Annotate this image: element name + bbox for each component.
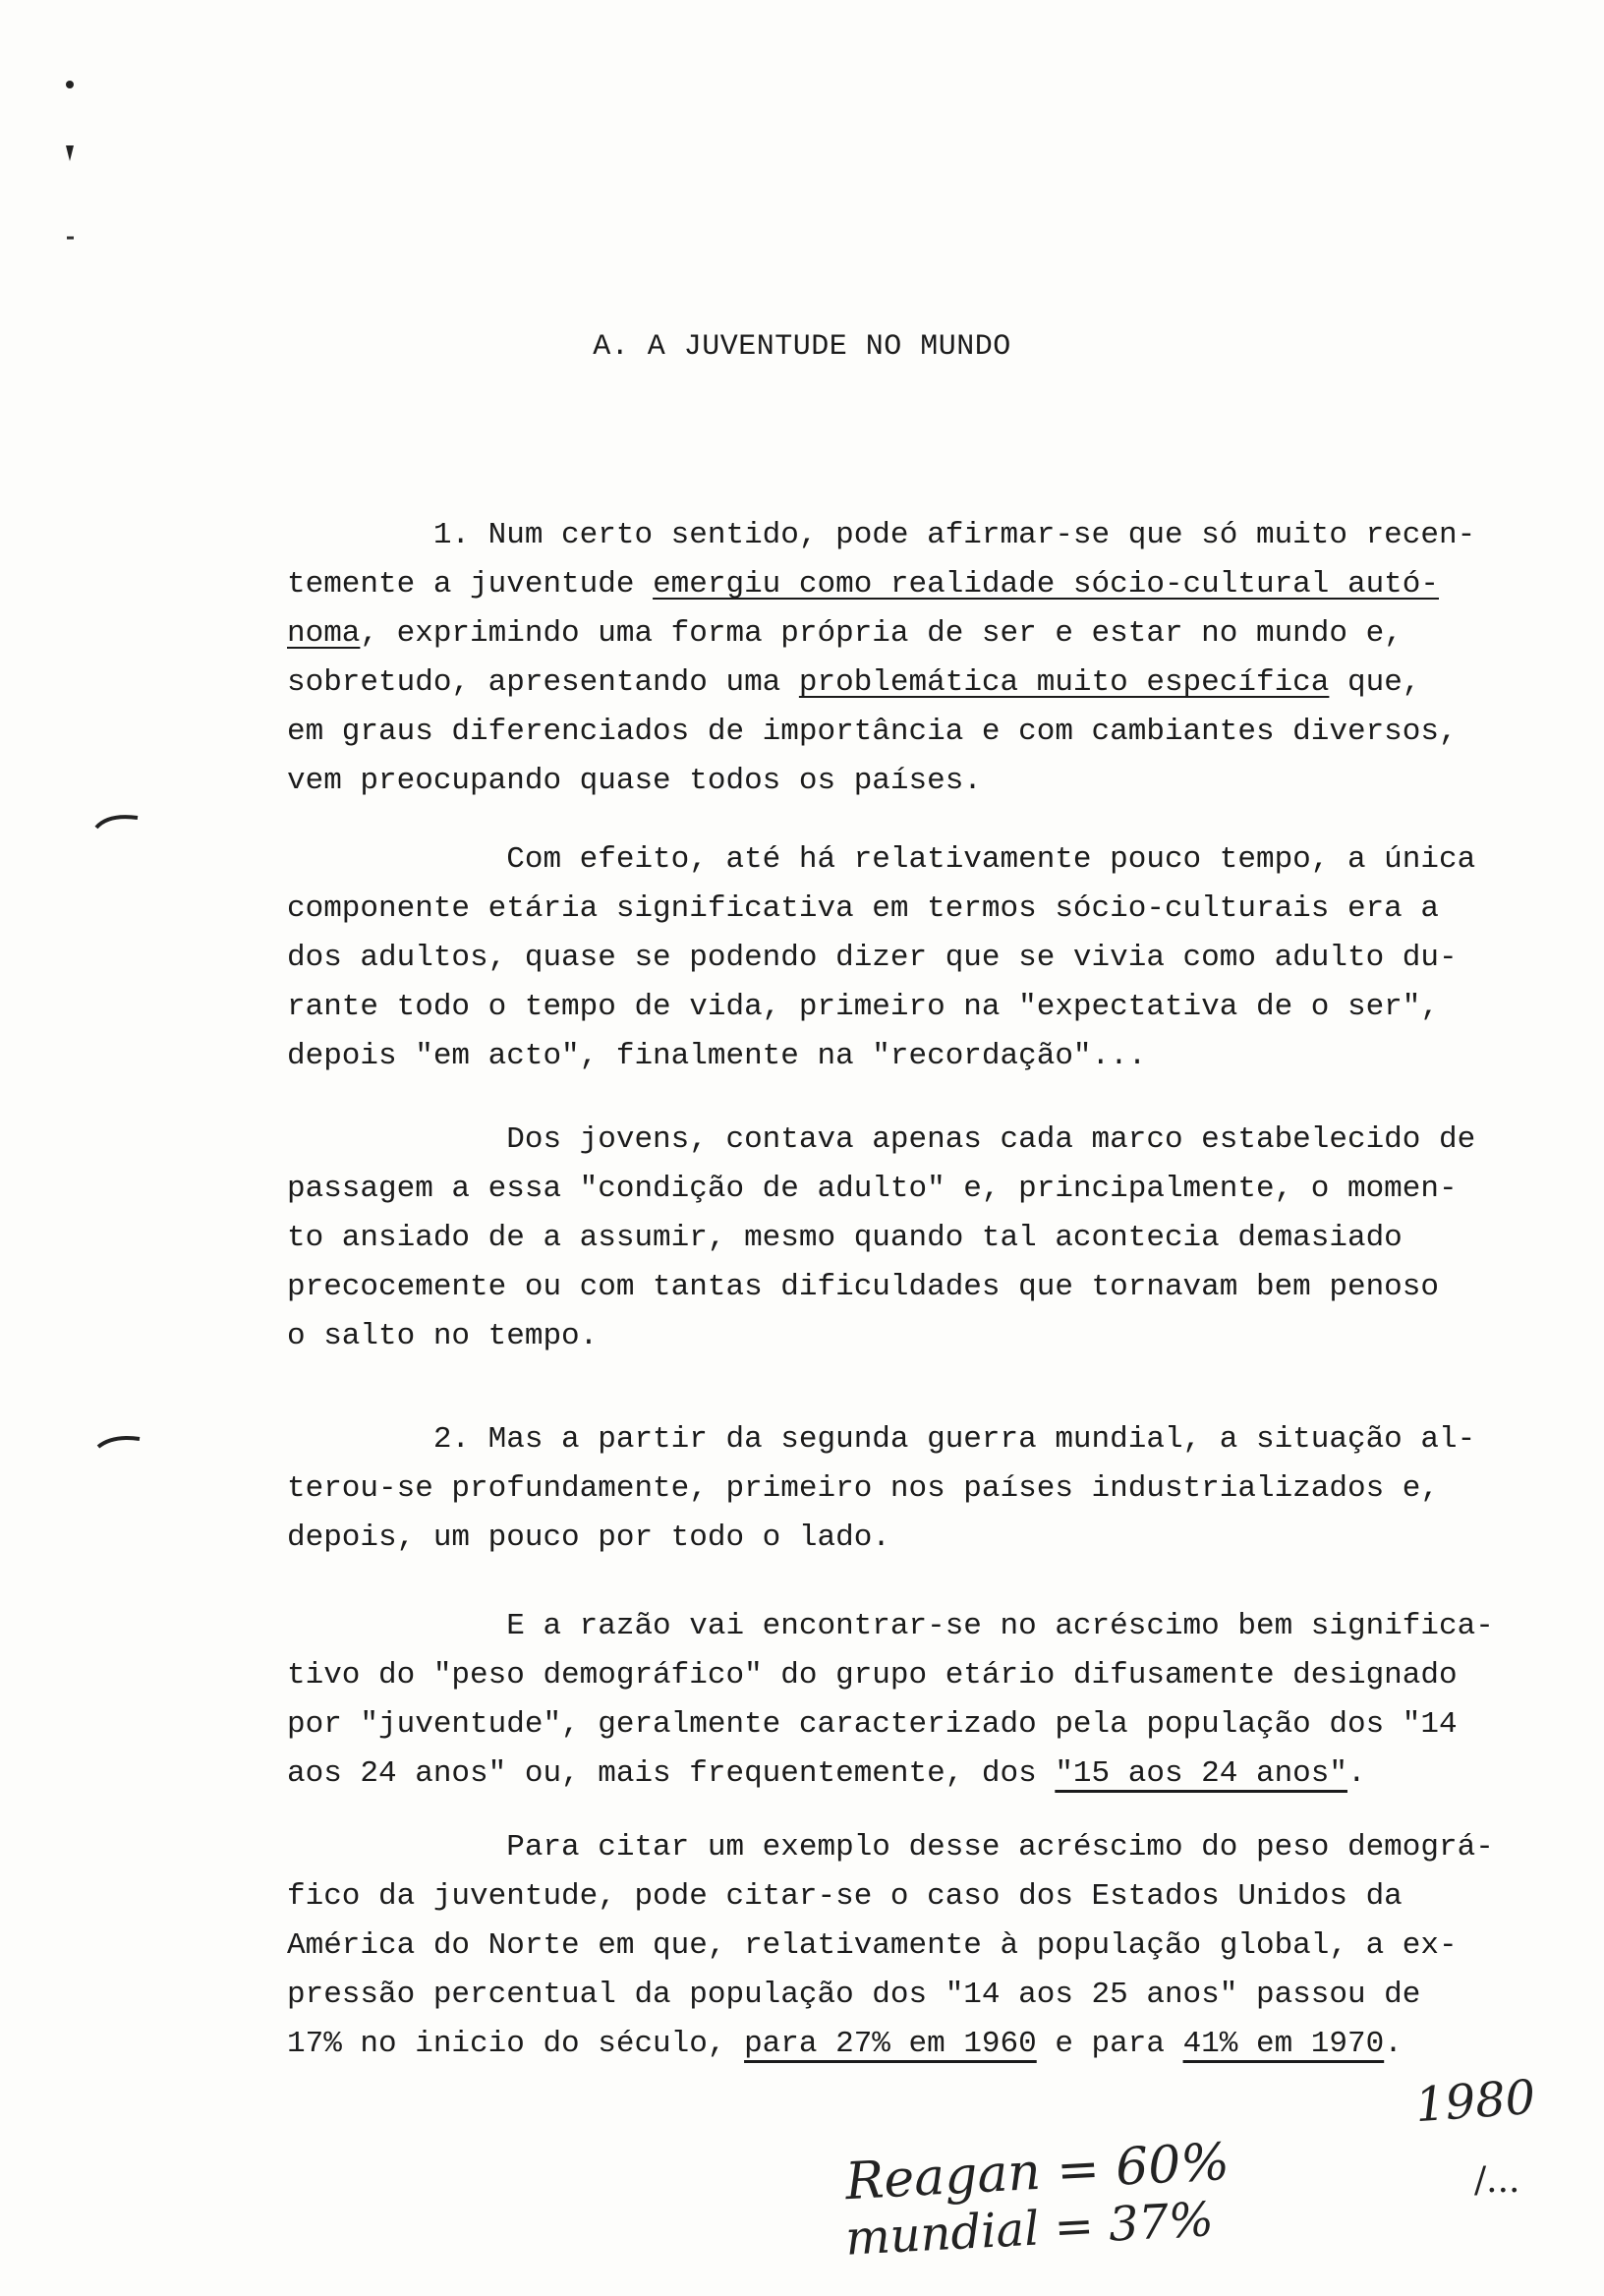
handwritten-note-line-2: mundial = 37%	[843, 2192, 1216, 2267]
handwritten-note-line-1: Reagan = 60%	[843, 2132, 1232, 2212]
paragraph	[287, 1415, 1555, 1563]
text-segment: dos adultos, quase se podendo dizer que se vivia como adulto du-	[287, 941, 1458, 975]
text-line	[287, 511, 1555, 560]
text-segment: precocemente ou com tantas dificuldades que tornavam bem penoso	[287, 1270, 1439, 1304]
text-segment: fico da juventude, pode citar-se o caso dos Estados Unidos da	[287, 1879, 1403, 1914]
text-line	[287, 1263, 1555, 1312]
text-segment: Com efeito, até há relativamente pouco tempo, a única	[287, 842, 1476, 877]
paragraph	[287, 1116, 1555, 1361]
text-segment: rante todo o tempo de vida, primeiro na "expectativa de o ser",	[287, 990, 1439, 1024]
text-segment: .	[1346, 1756, 1366, 1791]
paragraph	[287, 835, 1555, 1081]
text-segment: to ansiado de a assumir, mesmo quando tal acontecia demasiado	[287, 1221, 1403, 1255]
text-line	[287, 835, 1555, 885]
text-segment: Dos jovens, contava apenas cada marco estabelecido de	[287, 1122, 1476, 1157]
text-line	[287, 2020, 1555, 2069]
text-segment: E a razão vai encontrar-se no acréscimo bem significa-	[287, 1609, 1494, 1643]
underlined-text: noma	[287, 616, 361, 651]
hole-mark	[66, 145, 74, 161]
margin-marks	[39, 59, 177, 1553]
text-line	[287, 1872, 1555, 1922]
text-segment: em graus diferenciados de importância e com cambiantes diversos,	[287, 715, 1458, 749]
text-line	[287, 1165, 1555, 1214]
text-segment: 1. Num certo sentido, pode afirmar-se que só muito recen-	[287, 518, 1476, 552]
text-segment: depois, um pouco por todo o lado.	[287, 1521, 890, 1555]
text-line	[287, 659, 1555, 708]
bracket-mark	[98, 1438, 140, 1447]
text-segment: América do Norte em que, relativamente à população global, a ex-	[287, 1928, 1458, 1963]
text-line	[287, 1922, 1555, 1971]
text-line	[287, 1823, 1555, 1872]
text-segment: e para	[1036, 2027, 1183, 2061]
text-line	[287, 609, 1555, 659]
text-segment: 2. Mas a partir da segunda guerra mundial, a situação al-	[287, 1422, 1476, 1457]
underlined-text: emergiu como realidade sócio-cultural autó-	[653, 567, 1439, 602]
underlined-text: para 27% em 1960	[744, 2027, 1037, 2061]
text-line	[287, 1032, 1555, 1081]
text-segment: sobretudo, apresentando uma	[287, 665, 799, 700]
paragraph	[287, 1823, 1555, 2069]
bracket-mark	[96, 817, 138, 828]
text-segment: vem preocupando quase todos os países.	[287, 764, 982, 798]
underlined-text: "15 aos 24 anos"	[1055, 1756, 1347, 1791]
paragraph	[287, 511, 1555, 806]
text-segment: 17% no inicio do século,	[287, 2027, 745, 2061]
text-segment: depois "em acto", finalmente na "recordação"...	[287, 1039, 1147, 1073]
text-line	[287, 1464, 1555, 1514]
text-line	[287, 708, 1555, 757]
text-line	[287, 983, 1555, 1032]
text-line	[287, 934, 1555, 983]
continuation-mark: /...	[1474, 2160, 1520, 2201]
text-line	[287, 1116, 1555, 1165]
text-line	[287, 1514, 1555, 1563]
text-segment: o salto no tempo.	[287, 1319, 599, 1353]
text-segment: terou-se profundamente, primeiro nos países industrializados e,	[287, 1471, 1439, 1506]
text-segment: componente etária significativa em termos sócio-culturais era a	[287, 891, 1439, 926]
text-line	[287, 1971, 1555, 2020]
text-line	[287, 1214, 1555, 1263]
section-title: A. A JUVENTUDE NO MUNDO	[593, 330, 1011, 364]
text-segment: Para citar um exemplo desse acréscimo do peso demográ-	[287, 1830, 1494, 1865]
text-line	[287, 757, 1555, 806]
text-segment: por "juventude", geralmente caracterizado pela população dos "14	[287, 1707, 1458, 1742]
text-segment: , exprimindo uma forma própria de ser e estar no mundo e,	[360, 616, 1403, 651]
text-segment: aos 24 anos" ou, mais frequentemente, dos	[287, 1756, 1056, 1791]
text-line	[287, 1415, 1555, 1464]
handwritten-year: 1980	[1413, 2069, 1537, 2134]
text-segment: pressão percentual da população dos "14 aos 25 anos" passou de	[287, 1978, 1421, 2012]
text-line	[287, 560, 1555, 609]
text-line	[287, 1312, 1555, 1361]
text-segment: passagem a essa "condição de adulto" e, principalmente, o momen-	[287, 1172, 1458, 1206]
text-line	[287, 1700, 1555, 1750]
text-line	[287, 1750, 1555, 1799]
text-segment: .	[1384, 2027, 1403, 2061]
underlined-text: 41% em 1970	[1182, 2027, 1385, 2061]
text-line	[287, 885, 1555, 934]
hole-dot	[66, 81, 74, 88]
text-segment: que,	[1329, 665, 1421, 700]
text-segment: temente a juventude	[287, 567, 654, 602]
underlined-text: problemática muito específica	[798, 665, 1330, 700]
text-segment: tivo do "peso demográfico" do grupo etário difusamente designado	[287, 1658, 1458, 1693]
text-line	[287, 1602, 1555, 1651]
paragraph	[287, 1602, 1555, 1799]
text-line	[287, 1651, 1555, 1700]
